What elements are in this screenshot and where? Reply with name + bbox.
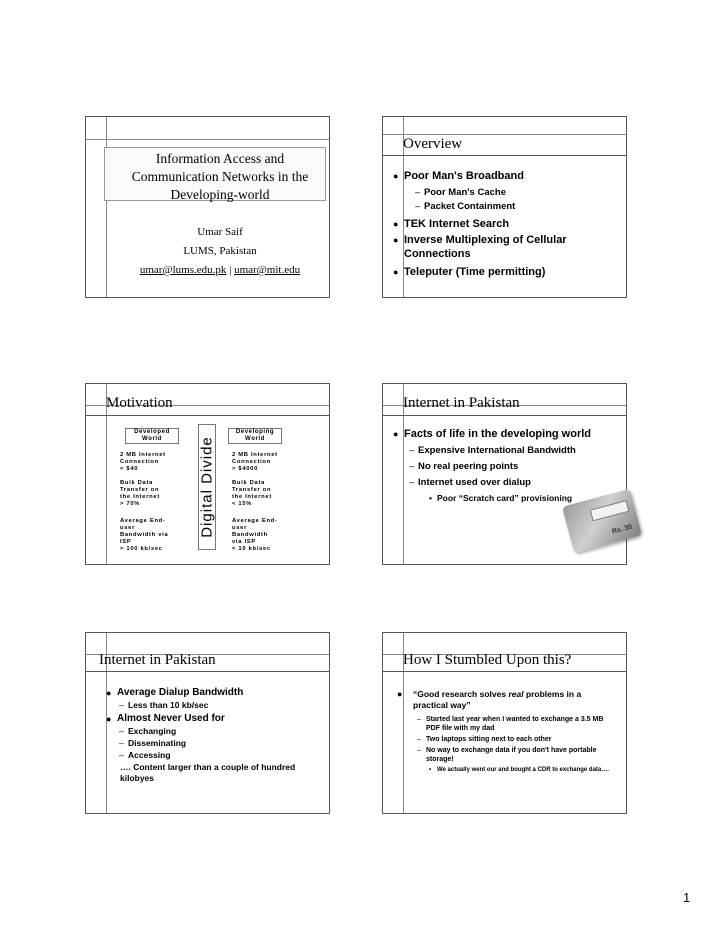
slide-header-rule bbox=[383, 415, 626, 416]
scratch-strip bbox=[590, 500, 630, 521]
author-emails bbox=[104, 261, 336, 280]
developing-world-header: Developing World bbox=[228, 428, 282, 444]
list-item: ● Facts of life in the developing world bbox=[393, 427, 625, 441]
page-number: 1 bbox=[683, 890, 691, 905]
email-separator: | bbox=[229, 264, 232, 276]
author-block bbox=[104, 223, 336, 280]
slide-header-rule bbox=[383, 155, 626, 156]
developed-cell: Average End- user Bandwidth via ISP > 100 kb/sec bbox=[120, 518, 169, 552]
usage-list bbox=[106, 687, 328, 784]
list-subitem: – Less than 10 kb/sec bbox=[119, 700, 328, 711]
presentation-title bbox=[104, 150, 336, 204]
facts-list bbox=[393, 427, 625, 507]
list-subsubitem: • We actually went our and bought a CDR to exchange data…. bbox=[429, 766, 617, 774]
list-subitem: – Expensive International Bandwidth bbox=[409, 445, 625, 457]
list-subitem: – Exchanging bbox=[119, 726, 328, 737]
author-name: Umar Saif bbox=[197, 226, 243, 238]
list-subitem: – Internet used over dialup bbox=[409, 477, 625, 489]
slide-internet-pakistan-2 bbox=[85, 632, 330, 814]
developing-cell: 2 MB Internet Connection > $4000 bbox=[232, 452, 278, 472]
email-link[interactable]: umar@mit.edu bbox=[234, 264, 301, 276]
title-line: Developing-world bbox=[170, 187, 270, 202]
slide-header-rule bbox=[86, 415, 329, 416]
quote-text: problems in a practical way” bbox=[413, 689, 582, 710]
list-subitem: – No real peering points bbox=[409, 461, 625, 473]
list-subsubitem: • Poor “Scratch card” provisioning bbox=[429, 493, 625, 504]
card-amount: Rs. 30 bbox=[611, 523, 634, 536]
list-subitem: – Poor Man's Cache bbox=[415, 187, 623, 199]
email-link[interactable]: umar@lums.edu.pk bbox=[139, 264, 227, 276]
list-item: ● Almost Never Used for bbox=[106, 713, 328, 725]
list-item: ● Inverse Multiplexing of Cellular Connections bbox=[393, 233, 584, 261]
slide-header-rule bbox=[86, 671, 329, 672]
title-line: Information Access and bbox=[155, 151, 285, 166]
slide-top-rule bbox=[383, 134, 626, 135]
list-subitem: – Disseminating bbox=[119, 738, 328, 749]
slide-top-rule bbox=[86, 139, 329, 140]
content-note: …. Content larger than a couple of hundred kilobyes bbox=[120, 762, 296, 783]
slide-internet-pakistan-1 bbox=[382, 383, 634, 565]
developing-cell: Bulk Data Transfer on the Internet < 15% bbox=[232, 480, 272, 507]
slide-how-stumbled bbox=[382, 632, 627, 814]
slide-title: Motivation bbox=[106, 395, 173, 411]
slide-header-rule bbox=[383, 671, 626, 672]
digital-divide-text: Digital Divide bbox=[198, 436, 216, 538]
slide-overview bbox=[382, 116, 627, 298]
list-subitem: – Two laptops sitting next to each other bbox=[417, 735, 617, 744]
quote-emphasis: real bbox=[508, 689, 524, 699]
slide-title bbox=[85, 116, 330, 298]
slide-title: Internet in Pakistan bbox=[99, 652, 216, 668]
author-affiliation: LUMS, Pakistan bbox=[183, 245, 257, 257]
list-item: ● Poor Man's Broadband bbox=[393, 169, 623, 183]
quote-text: “Good research solves bbox=[413, 689, 509, 699]
slide-motivation bbox=[85, 383, 330, 565]
story-list bbox=[397, 689, 617, 777]
list-subitem: – Packet Containment bbox=[415, 201, 623, 213]
list-item: ● TEK Internet Search bbox=[393, 217, 623, 231]
slide-title: Overview bbox=[403, 136, 463, 152]
list-subitem: – Started last year when I wanted to exchange a 3.5 MB PDF file with my dad bbox=[417, 715, 617, 733]
list-subitem: – No way to exchange data if you don't have portable storage! bbox=[417, 746, 617, 764]
slide-title: Internet in Pakistan bbox=[403, 395, 520, 411]
overview-list bbox=[393, 169, 623, 283]
developed-cell: Bulk Data Transfer on the Internet > 70% bbox=[120, 480, 160, 507]
developing-cell: Average End- user Bandwidth via ISP < 10 kb/sec bbox=[232, 518, 278, 552]
developed-cell: 2 MB Internet Connection < $40 bbox=[120, 452, 166, 472]
developed-world-header: Developed World bbox=[125, 428, 179, 444]
slide-title: How I Stumbled Upon this? bbox=[403, 652, 572, 668]
quote-item bbox=[397, 689, 617, 711]
title-line: Communication Networks in the bbox=[131, 169, 309, 184]
list-subitem: – Accessing bbox=[119, 750, 328, 761]
list-item: ● Average Dialup Bandwidth bbox=[106, 687, 328, 699]
digital-divide-label bbox=[198, 424, 216, 550]
list-item: ● Teleputer (Time permitting) bbox=[393, 265, 623, 279]
